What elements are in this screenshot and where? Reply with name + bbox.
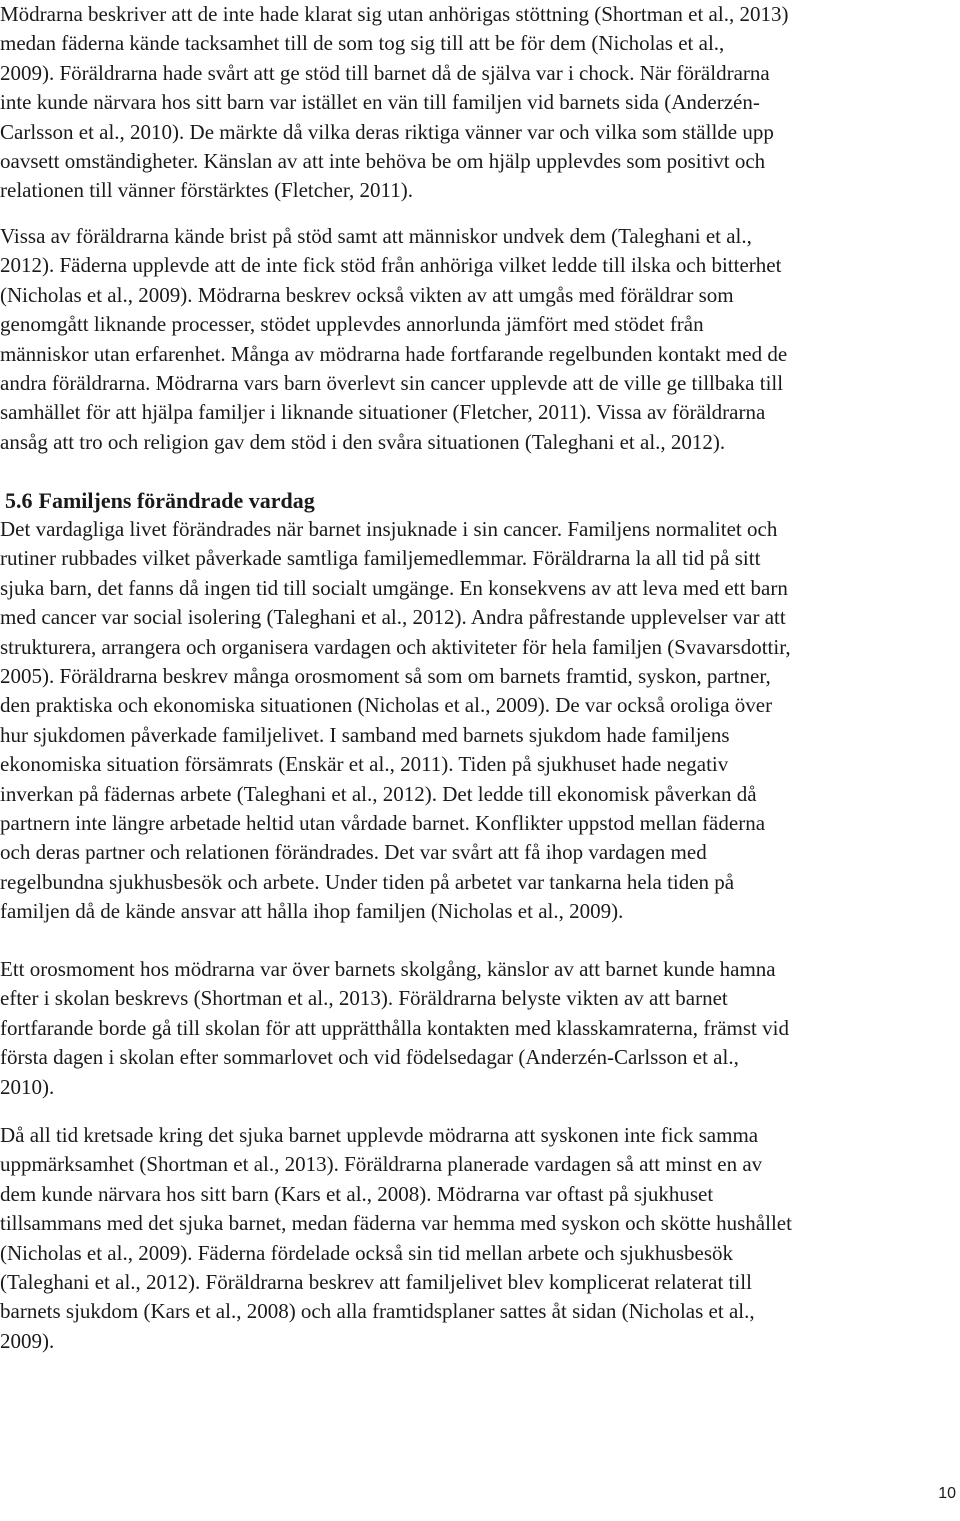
text-line: (Nicholas et al., 2009). Mödrarna beskrev också vikten av att umgås med föräldrar som (0, 282, 734, 307)
text-line: efter i skolan beskrevs (Shortman et al., 2013). Föräldrarna belyste vikten av att barnet (0, 986, 728, 1011)
page-number: 10 (938, 1485, 956, 1502)
text-line: (Taleghani et al., 2012). Föräldrarna beskrev att familjelivet blev komplicerat relaterat till (0, 1270, 752, 1295)
text-line: samhället för att hjälpa familjer i liknande situationer (Fletcher, 2011). Vissa av föräldrarna (0, 400, 766, 425)
text-line: familjen då de kände ansvar att hålla ihop familjen (Nicholas et al., 2009). (0, 899, 624, 924)
text-line: Vissa av föräldrarna kände brist på stöd samt att människor undvek dem (Taleghani et al., (0, 224, 752, 248)
text-line: rutiner rubbades vilket påverkade samtliga familjemedlemmar. Föräldrarna la all tid på sitt (0, 546, 761, 571)
section-heading (5, 486, 315, 515)
text-line: ansåg att tro och religion gav dem stöd i den svåra situationen (Taleghani et al., 2012). (0, 429, 726, 454)
paragraph-lack-of-support (0, 222, 958, 457)
text-line: människor utan erfarenhet. Många av mödrarna hade fortfarande regelbunden kontakt med de (0, 341, 788, 366)
text-line: Då all tid kretsade kring det sjuka barnet upplevde mödrarna att syskonen inte fick samma (0, 1123, 759, 1147)
text-line: sjuka barn, det fanns då ingen tid till socialt umgänge. En konsekvens av att leva med ett barn (0, 575, 788, 600)
text-line: Carlsson et al., 2010). De märkte då vilka deras riktiga vänner var och vilka som ställde upp (0, 119, 774, 144)
text-line: Det vardagliga livet förändrades när barnet insjuknade i sin cancer. Familjens normalitet och (0, 517, 778, 541)
text-line: och deras partner och relationen förändrades. Det var svårt att få ihop vardagen med (0, 840, 707, 865)
text-line: den praktiska och ekonomiska situationen (Nicholas et al., 2009). De var också oroliga över (0, 693, 773, 718)
text-line: andra föräldrarna. Mödrarna vars barn överlevt sin cancer upplevde att de ville ge tillbaka till (0, 371, 784, 396)
text-line: inverkan på fädernas arbete (Taleghani et al., 2012). Det ledde till ekonomisk påverkan då (0, 781, 757, 806)
paragraph-changed-everyday-life (0, 515, 958, 927)
text-line: uppmärksamhet (Shortman et al., 2013). Föräldrarna planerade vardagen så att minst en av (0, 1152, 763, 1177)
text-line: regelbundna sjukhusbesök och arbete. Under tiden på arbetet var tankarna hela tiden på (0, 869, 735, 894)
text-line: ekonomiska situation försämrats (Enskär et al., 2011). Tiden på sjukhuset hade negativ (0, 752, 729, 777)
text-line: partnern inte längre arbetade heltid utan vårdade barnet. Konflikter uppstod mellan fäderna (0, 811, 766, 836)
paragraph-support-relatives (0, 0, 958, 206)
text-line: första dagen i skolan efter sommarlovet och vid födelsedagar (Anderzén-Carlsson et al., (0, 1045, 739, 1070)
text-line: 2009). Föräldrarna hade svårt att ge stöd till barnet då de själva var i chock. När föräldrarna (0, 60, 770, 85)
text-line: tillsammans med det sjuka barnet, medan fäderna var hemma med syskon och skötte hushållet (0, 1211, 792, 1236)
text-line: 2010). (0, 1074, 55, 1099)
text-line: fortfarande borde gå till skolan för att upprätthålla kontakten med klasskamraterna, främst vid (0, 1015, 789, 1040)
paragraph-siblings (0, 1121, 958, 1356)
text-line: Mödrarna beskriver att de inte hade klarat sig utan anhörigas stöttning (Shortman et al., 2013) (0, 2, 789, 26)
text-line: hur sjukdomen påverkade familjelivet. I samband med barnets sjukdom hade familjens (0, 722, 730, 747)
text-line: Ett orosmoment hos mödrarna var över barnets skolgång, känslor av att barnet kunde hamna (0, 957, 776, 981)
text-line: medan fäderna kände tacksamhet till de som tog sig till att be för dem (Nicholas et al., (0, 31, 725, 56)
section-number: 5.6 (5, 488, 33, 513)
text-line: 2005). Föräldrarna beskrev många orosmoment så som om barnets framtid, syskon, partner, (0, 664, 771, 689)
text-line: 2012). Fäderna upplevde att de inte fick stöd från anhöriga vilket ledde till ilska och bitterhet (0, 253, 782, 278)
text-line: genomgått liknande processer, stödet upplevdes annorlunda jämfört med stödet från (0, 312, 704, 337)
text-line: relationen till vänner förstärktes (Fletcher, 2011). (0, 178, 413, 203)
text-line: (Nicholas et al., 2009). Fäderna fördelade också sin tid mellan arbete och sjukhusbesök (0, 1240, 734, 1265)
text-line: oavsett omständigheter. Känslan av att inte behöva be om hjälp upplevdes som positivt och (0, 149, 766, 174)
text-line: strukturera, arrangera och organisera vardagen och aktiviteter för hela familjen (Svavarsdottir, (0, 634, 791, 659)
text-line: dem kunde närvara hos sitt barn (Kars et al., 2008). Mödrarna var oftast på sjukhuset (0, 1181, 714, 1206)
text-line: 2009). (0, 1328, 55, 1353)
text-line: med cancer var social isolering (Taleghani et al., 2012). Andra påfrestande upplevelser var att (0, 605, 786, 630)
paragraph-schooling (0, 955, 958, 1102)
text-line: barnets sjukdom (Kars et al., 2008) och alla framtidsplaner sattes åt sidan (Nicholas et al., (0, 1299, 755, 1324)
section-title: Familjens förändrade vardag (38, 488, 315, 513)
text-line: inte kunde närvara hos sitt barn var istället en vän till familjen vid barnets sida (Anderzén- (0, 90, 760, 115)
